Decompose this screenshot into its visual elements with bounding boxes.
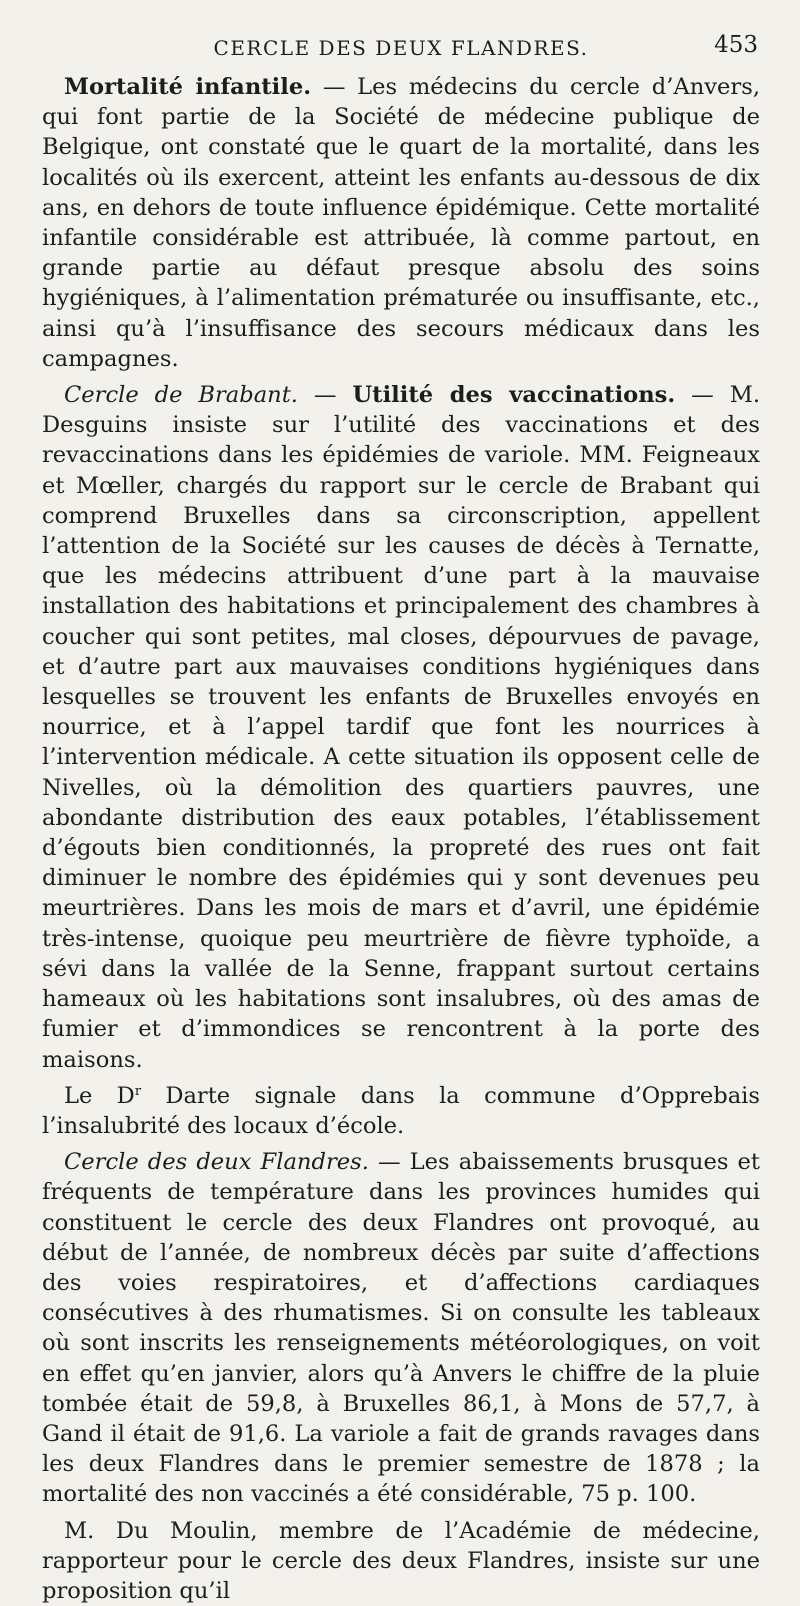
dash: — xyxy=(298,382,353,409)
paragraph-text: — Les abaissements brusques et fréquents de température dans les provinces humides qui constituent le cercle des deux Flandres ont provoqué, au début de l’année, de nombreux décès par suite d’affections des voies respiratoires, et d’affections cardiaques consécutives à des rhumatismes. Si on consulte les tableaux où sont inscrits les renseignements météorologiques, on voit en effet qu’en janvier, alors qu’à Anvers le chiffre de la pluie tombée était de 59,8, à Bruxelles 86,1, à Mons de 57,7, à Gand il était de 91,6. La variole a fait de grands ravages dans les deux Flandres dans le premier semestre de 1878 ; la mortalité des non vaccinés a été considérable, 75 p. 100. xyxy=(42,1149,760,1508)
paragraph-infant-mortality xyxy=(42,72,760,374)
page-header xyxy=(42,28,760,72)
running-title: CERCLE DES DEUX FLANDRES. xyxy=(213,36,589,60)
page-number: 453 xyxy=(714,32,758,58)
paragraph-darte xyxy=(42,1081,760,1141)
doctor-abbrev: Le D xyxy=(64,1082,135,1109)
paragraph-text: Darte signale dans la commune d’Opprebais l’insalubrité des locaux d’école. xyxy=(42,1082,760,1139)
paragraph-text: — M. Desguins insiste sur l’utilité des vaccinations et des revaccinations dans les épidémies de variole. MM. Feigneaux et Mœller, chargés du rapport sur le cercle de Brabant qui comprend Bruxelles dans sa circonscription, appellent l’attention de la Société sur les causes de décès à Ternatte, que les médecins attribuent d’une part à la mauvaise installation des habitations et principalement des chambres à coucher qui sont petites, mal closes, dépourvues de pavage, et d’autre part aux mauvaises conditions hygiéniques dans lesquelles se trouvent les enfants de Bruxelles envoyés en nourrice, et à l’appel tardif que font les nourrices à l’intervention médicale. A cette situation ils opposent celle de Nivelles, où la démolition des quartiers pauvres, une abondante distribution des eaux potables, l’établissement d’égouts bien conditionnés, la propreté des rues ont fait diminuer le nombre des épidémies qui y sont devenues peu meurtrières. Dans les mois de mars et d’avril, une épidémie très-intense, quoique peu meurtrière de fièvre typhoïde, a sévi dans la vallée de la Senne, frappant surtout certains hameaux où les habitations sont insalubres, où des amas de fumier et d’immondices se rencontrent à la porte des maisons. xyxy=(42,382,761,1073)
heading-vaccinations: Utilité des vaccinations. xyxy=(352,382,676,409)
paragraph-text: M. Du Moulin, membre de l’Académie de médecine, rapporteur pour le cercle des deux Flandres, insiste sur une proposition qu’il xyxy=(42,1517,760,1604)
heading-infant-mortality: Mortalité infantile. xyxy=(64,74,312,100)
paragraph-flandres xyxy=(42,1147,760,1509)
paragraph-du-moulin xyxy=(42,1516,760,1606)
section-flandres: Cercle des deux Flandres. xyxy=(64,1149,369,1176)
doctor-abbrev-superscript: r xyxy=(134,1083,142,1099)
section-brabant: Cercle de Brabant. xyxy=(64,382,298,409)
paragraph-brabant xyxy=(42,380,760,1075)
paragraph-text: — Les médecins du cercle d’Anvers, qui font partie de la Société de médecine publique de Belgique, ont constaté que le quart de la mortalité, dans les localités où ils exercent, atteint les enfants au-dessous de dix ans, en dehors de toute influence épidémique. Cette mortalité infantile considérable est attribuée, là comme partout, en grande partie au défaut presque absolu des soins hygiéniques, à l’alimentation prématurée ou insuffisante, etc., ainsi qu’à l’insuffisance des secours médicaux dans les campagnes. xyxy=(42,74,760,372)
